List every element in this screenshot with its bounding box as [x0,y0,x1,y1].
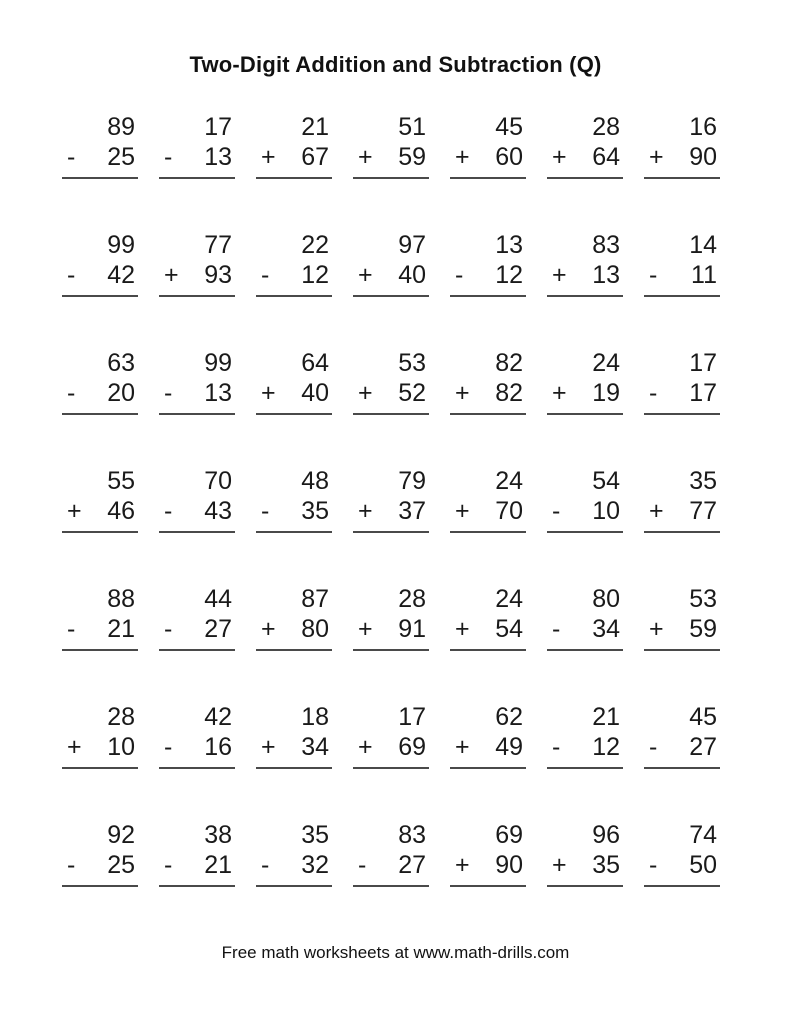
bottom-number: 12 [495,261,523,289]
answer-line [62,767,138,769]
bottom-number: 27 [204,615,232,643]
problem [159,584,235,651]
bottom-number: 16 [204,733,232,761]
answer-line [256,885,332,887]
answer-line [547,531,623,533]
top-number: 28 [592,113,620,141]
operator-sign: + [261,143,276,171]
top-number: 96 [592,821,620,849]
top-number: 45 [689,703,717,731]
operator-sign: - [261,851,270,879]
operator-sign: + [552,261,567,289]
bottom-number: 46 [107,497,135,525]
operator-sign: + [649,497,664,525]
operator-sign: + [649,615,664,643]
problem [62,348,138,415]
answer-line [547,767,623,769]
answer-line [256,295,332,297]
problem [450,466,526,533]
operator-sign: + [67,497,82,525]
operator-sign: + [358,143,373,171]
bottom-number: 27 [398,851,426,879]
operator-sign: - [649,733,658,761]
top-number: 48 [301,467,329,495]
problem [62,112,138,179]
bottom-number: 12 [592,733,620,761]
bottom-number: 10 [107,733,135,761]
bottom-number: 67 [301,143,329,171]
problem [353,230,429,297]
problem [644,348,720,415]
problem [450,702,526,769]
bottom-number: 90 [689,143,717,171]
operator-sign: - [164,379,173,407]
problem [353,702,429,769]
problem [256,112,332,179]
operator-sign: + [552,851,567,879]
operator-sign: - [164,733,173,761]
problem [353,112,429,179]
bottom-number: 34 [592,615,620,643]
top-number: 45 [495,113,523,141]
operator-sign: + [649,143,664,171]
page-title: Two-Digit Addition and Subtraction (Q) [189,52,602,77]
top-number: 64 [301,349,329,377]
top-number: 79 [398,467,426,495]
problem [256,230,332,297]
answer-line [547,295,623,297]
operator-sign: + [455,379,470,407]
answer-line [450,531,526,533]
answer-line [644,885,720,887]
answer-line [353,177,429,179]
operator-sign: + [358,379,373,407]
operator-sign: + [455,497,470,525]
problem [256,466,332,533]
operator-sign: - [261,261,270,289]
operator-sign: + [358,261,373,289]
problem [353,348,429,415]
problem [547,466,623,533]
operator-sign: - [552,733,561,761]
answer-line [450,885,526,887]
bottom-number: 32 [301,851,329,879]
problem [159,230,235,297]
problem [62,702,138,769]
operator-sign: - [164,143,173,171]
answer-line [159,531,235,533]
answer-line [547,177,623,179]
top-number: 17 [398,703,426,731]
bottom-number: 91 [398,615,426,643]
problem [353,584,429,651]
top-number: 70 [204,467,232,495]
operator-sign: + [455,851,470,879]
answer-line [353,885,429,887]
bottom-number: 77 [689,497,717,525]
problem [644,112,720,179]
answer-line [450,767,526,769]
operator-sign: - [455,261,464,289]
answer-line [62,885,138,887]
answer-line [159,177,235,179]
operator-sign: + [261,615,276,643]
answer-line [450,295,526,297]
answer-line [547,649,623,651]
bottom-number: 49 [495,733,523,761]
answer-line [547,413,623,415]
answer-line [547,885,623,887]
problem [159,348,235,415]
bottom-number: 42 [107,261,135,289]
top-number: 17 [689,349,717,377]
bottom-number: 70 [495,497,523,525]
operator-sign: - [67,379,76,407]
answer-line [644,177,720,179]
problem [256,584,332,651]
operator-sign: + [552,143,567,171]
problem [62,466,138,533]
top-number: 99 [204,349,232,377]
top-number: 88 [107,585,135,613]
problem [62,820,138,887]
bottom-number: 90 [495,851,523,879]
answer-line [644,531,720,533]
bottom-number: 52 [398,379,426,407]
bottom-number: 59 [398,143,426,171]
operator-sign: - [67,143,76,171]
operator-sign: + [358,733,373,761]
problem [450,112,526,179]
problem [159,466,235,533]
answer-line [62,413,138,415]
bottom-number: 12 [301,261,329,289]
top-number: 42 [204,703,232,731]
top-number: 54 [592,467,620,495]
top-number: 80 [592,585,620,613]
top-number: 53 [398,349,426,377]
top-number: 63 [107,349,135,377]
bottom-number: 35 [301,497,329,525]
top-number: 51 [398,113,426,141]
top-number: 83 [592,231,620,259]
problem [644,584,720,651]
problem [547,112,623,179]
answer-line [644,295,720,297]
problem [450,230,526,297]
operator-sign: - [67,261,76,289]
top-number: 24 [592,349,620,377]
problem [644,466,720,533]
top-number: 24 [495,467,523,495]
answer-line [353,413,429,415]
answer-line [159,295,235,297]
operator-sign: + [261,379,276,407]
problem [450,820,526,887]
answer-line [62,295,138,297]
problem [547,702,623,769]
operator-sign: + [455,143,470,171]
bottom-number: 40 [398,261,426,289]
top-number: 38 [204,821,232,849]
bottom-number: 13 [204,379,232,407]
answer-line [159,649,235,651]
bottom-number: 43 [204,497,232,525]
answer-line [256,767,332,769]
problem [159,702,235,769]
answer-line [256,649,332,651]
problem [644,230,720,297]
top-number: 14 [689,231,717,259]
bottom-number: 25 [107,851,135,879]
answer-line [353,531,429,533]
operator-sign: - [649,261,658,289]
problem [547,820,623,887]
problem [256,702,332,769]
operator-sign: + [164,261,179,289]
answer-line [159,413,235,415]
bottom-number: 80 [301,615,329,643]
operator-sign: + [552,379,567,407]
top-number: 89 [107,113,135,141]
top-number: 77 [204,231,232,259]
problem [547,230,623,297]
bottom-number: 27 [689,733,717,761]
problem [256,348,332,415]
top-number: 97 [398,231,426,259]
operator-sign: - [164,615,173,643]
operator-sign: - [67,615,76,643]
operator-sign: - [261,497,270,525]
top-number: 35 [301,821,329,849]
operator-sign: + [261,733,276,761]
problem [62,584,138,651]
problem [159,820,235,887]
top-number: 87 [301,585,329,613]
operator-sign: + [455,733,470,761]
top-number: 35 [689,467,717,495]
bottom-number: 10 [592,497,620,525]
bottom-number: 21 [204,851,232,879]
top-number: 28 [107,703,135,731]
top-number: 99 [107,231,135,259]
answer-line [644,649,720,651]
answer-line [353,649,429,651]
operator-sign: + [67,733,82,761]
bottom-number: 69 [398,733,426,761]
problem [62,230,138,297]
top-number: 24 [495,585,523,613]
top-number: 21 [301,113,329,141]
answer-line [450,413,526,415]
top-number: 21 [592,703,620,731]
answer-line [644,767,720,769]
top-number: 18 [301,703,329,731]
bottom-number: 50 [689,851,717,879]
answer-line [62,177,138,179]
top-number: 16 [689,113,717,141]
top-number: 22 [301,231,329,259]
bottom-number: 37 [398,497,426,525]
problem [644,820,720,887]
bottom-number: 54 [495,615,523,643]
operator-sign: - [358,851,367,879]
operator-sign: - [649,851,658,879]
bottom-number: 82 [495,379,523,407]
problem [644,702,720,769]
operator-sign: + [358,615,373,643]
bottom-number: 13 [204,143,232,171]
bottom-number: 59 [689,615,717,643]
top-number: 53 [689,585,717,613]
page-footer: Free math worksheets at www.math-drills.com [221,943,570,962]
answer-line [159,885,235,887]
bottom-number: 34 [301,733,329,761]
top-number: 74 [689,821,717,849]
bottom-number: 64 [592,143,620,171]
problem [256,820,332,887]
problem [353,820,429,887]
answer-line [450,177,526,179]
problem [547,584,623,651]
operator-sign: + [358,497,373,525]
bottom-number: 17 [689,379,717,407]
top-number: 55 [107,467,135,495]
bottom-number: 40 [301,379,329,407]
operator-sign: - [552,497,561,525]
bottom-number: 20 [107,379,135,407]
problem [353,466,429,533]
top-number: 62 [495,703,523,731]
bottom-number: 93 [204,261,232,289]
problem [159,112,235,179]
top-number: 83 [398,821,426,849]
top-number: 13 [495,231,523,259]
answer-line [159,767,235,769]
answer-line [450,649,526,651]
bottom-number: 11 [691,261,717,289]
answer-line [62,531,138,533]
top-number: 28 [398,585,426,613]
operator-sign: + [455,615,470,643]
operator-sign: - [649,379,658,407]
answer-line [256,531,332,533]
top-number: 44 [204,585,232,613]
bottom-number: 35 [592,851,620,879]
problem [450,584,526,651]
bottom-number: 60 [495,143,523,171]
top-number: 82 [495,349,523,377]
answer-line [353,767,429,769]
bottom-number: 13 [592,261,620,289]
answer-line [644,413,720,415]
answer-line [256,177,332,179]
bottom-number: 25 [107,143,135,171]
top-number: 69 [495,821,523,849]
top-number: 17 [204,113,232,141]
answer-line [256,413,332,415]
operator-sign: - [164,851,173,879]
operator-sign: - [67,851,76,879]
operator-sign: - [552,615,561,643]
bottom-number: 19 [592,379,620,407]
problem [450,348,526,415]
operator-sign: - [164,497,173,525]
bottom-number: 21 [107,615,135,643]
problem [547,348,623,415]
answer-line [62,649,138,651]
answer-line [353,295,429,297]
problems-grid [62,112,729,887]
top-number: 92 [107,821,135,849]
